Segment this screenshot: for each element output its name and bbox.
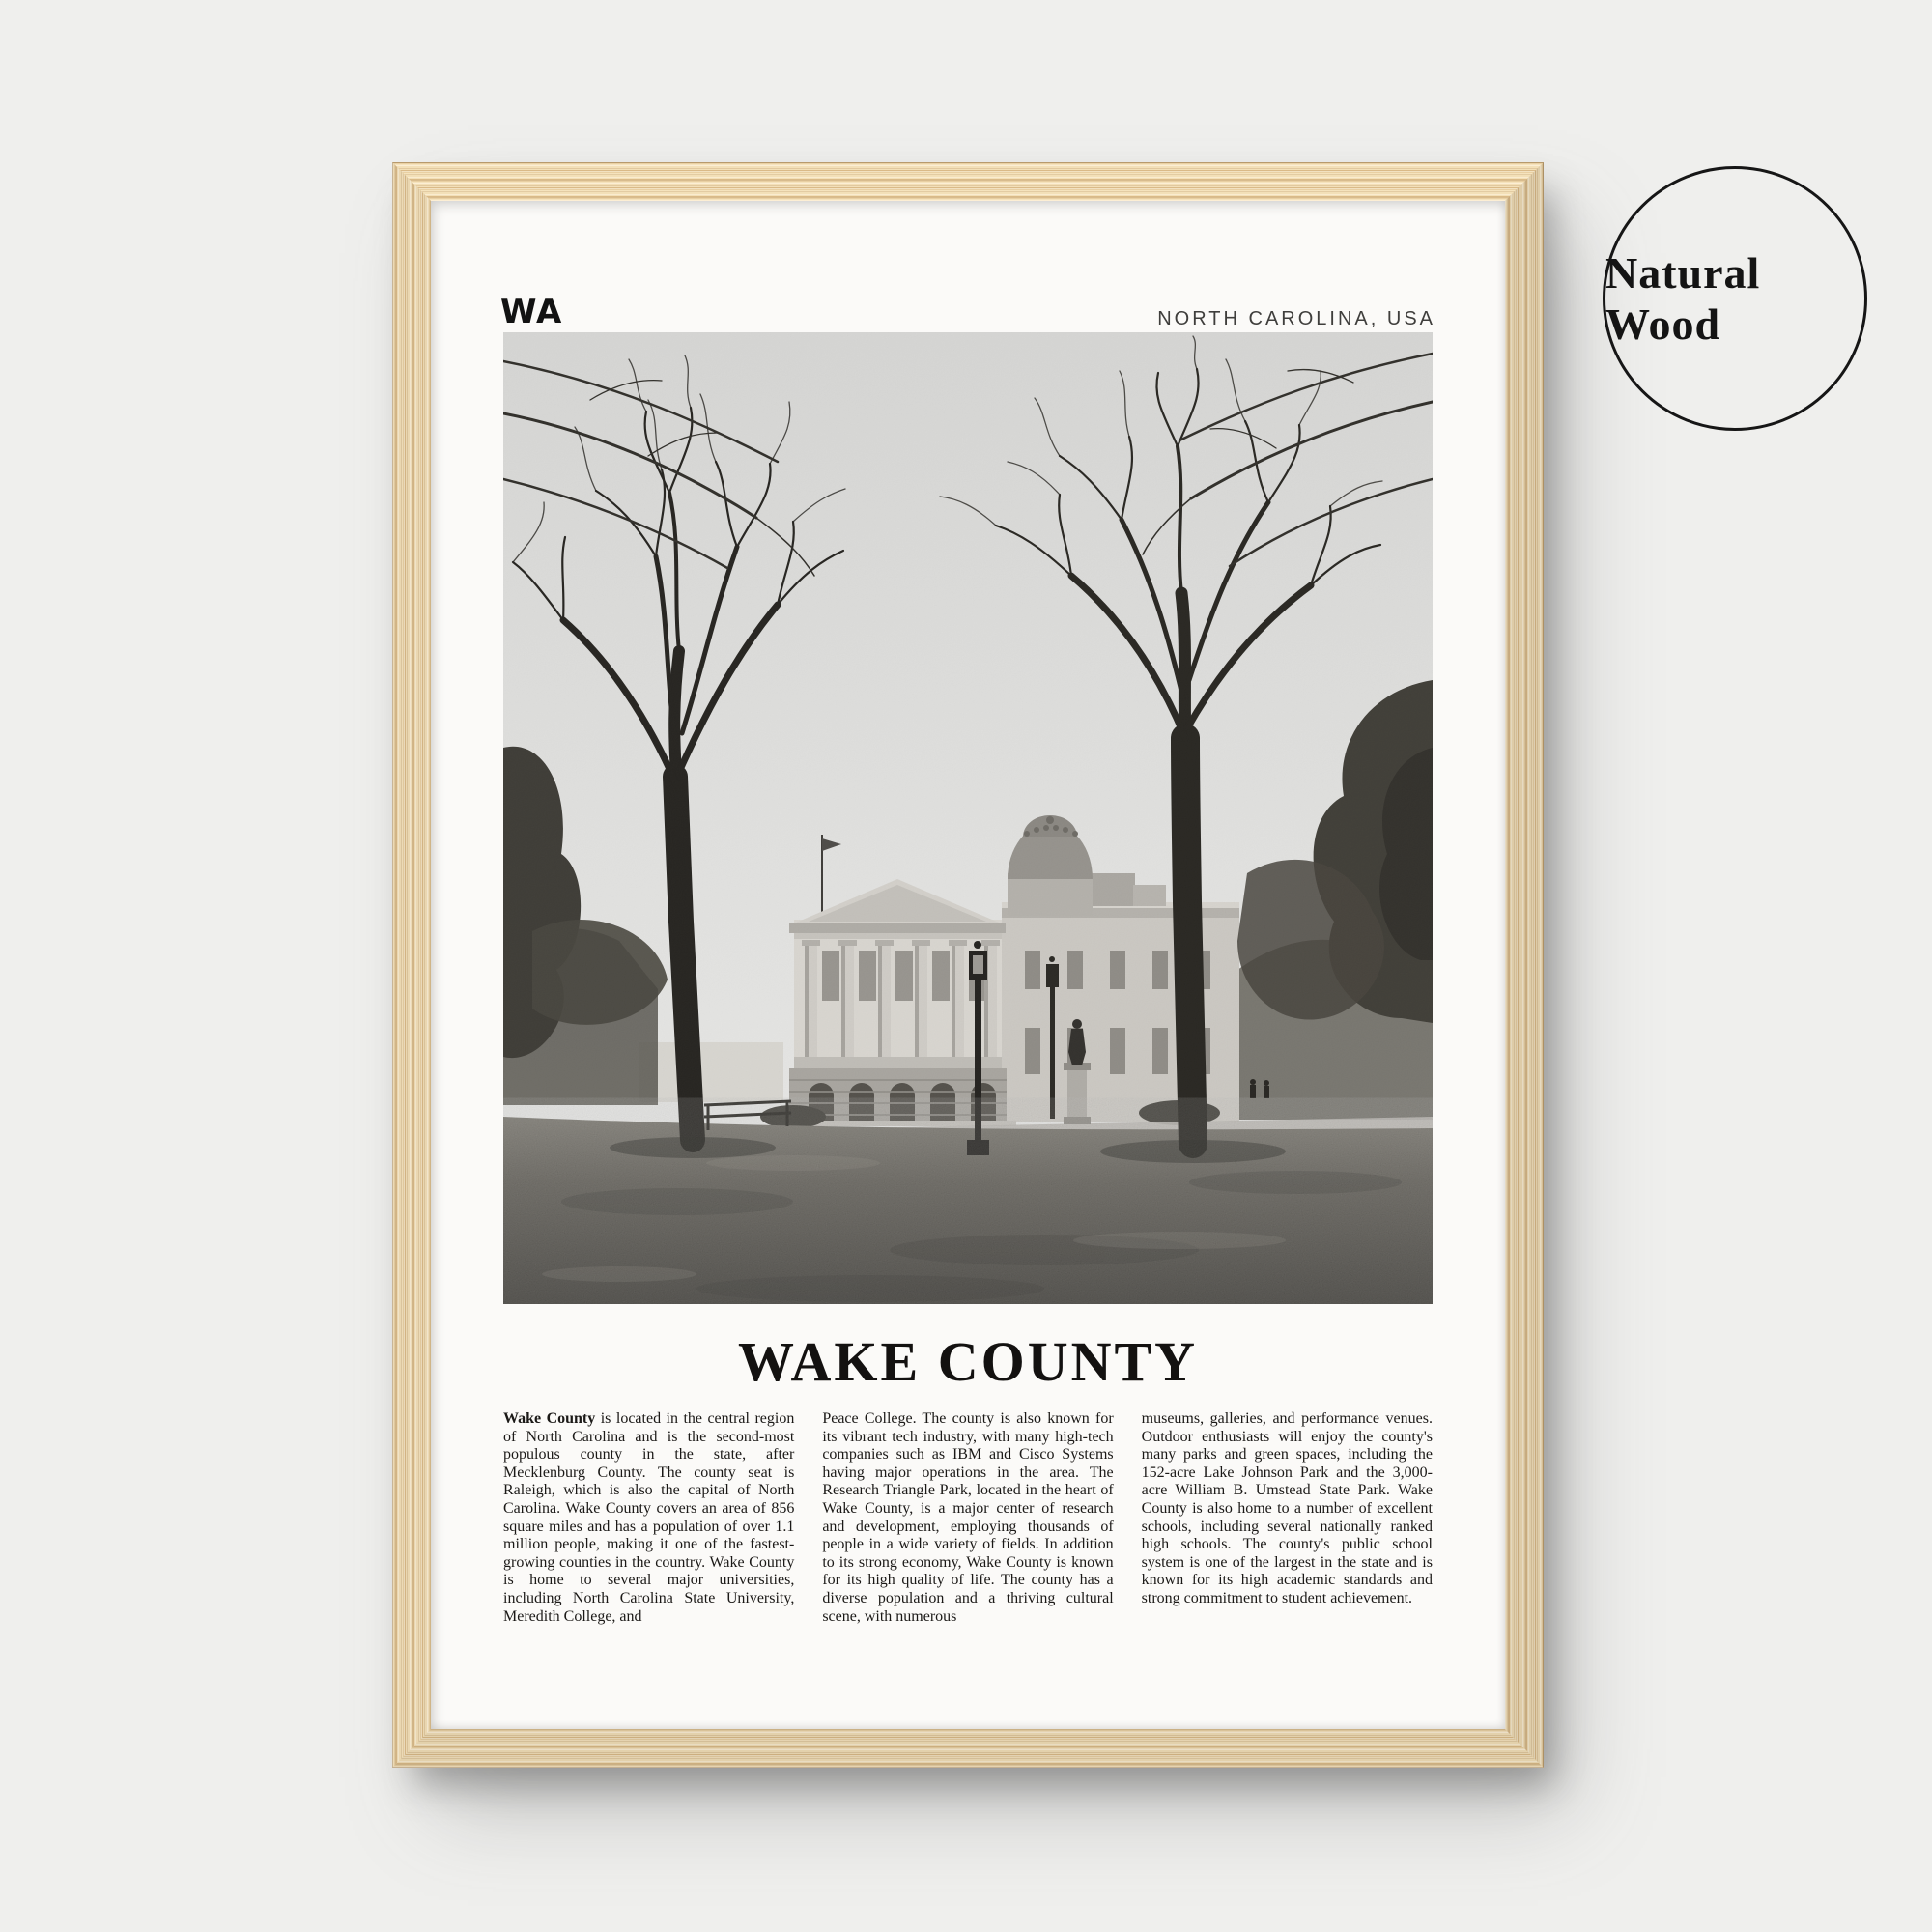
frame-rail-left [392, 162, 431, 1768]
poster-title: WAKE COUNTY [737, 1330, 1199, 1393]
article-lead: Wake County [503, 1410, 596, 1427]
picture-frame [392, 162, 1544, 1768]
frame-rail-top [392, 162, 1544, 201]
article-columns [503, 1410, 1433, 1626]
poster-header [500, 290, 1435, 331]
badge-label: Natural Wood [1605, 248, 1761, 349]
natural-wood-badge [1603, 166, 1867, 431]
article-column-1 [503, 1410, 794, 1626]
article-column-2: Peace College. The county is also known for its vibrant tech industry, with many high-tech companies such as IBM and Cisco Systems having major operations in the area. The Research Triangle Park, located in the heart of Wake County, is a major center of research and development, employing thousands of people in a wide variety of fields. In addition to its strong economy, Wake County is known for its high quality of life. The county has a diverse population and a thriving cultural scene, with numerous [822, 1410, 1114, 1625]
nc-state-capitol-bw-photo [503, 332, 1433, 1304]
location-label: NORTH CAROLINA, USA [1157, 308, 1435, 329]
poster [431, 201, 1505, 1729]
article-column-1-text: is located in the central region of North Carolina and is the second-most populous county in the state, after Mecklenburg County. The county seat is Raleigh, which is also the capital of North Carolina. Wake County covers an area of 856 square miles and has a population of over 1.1 million people, making it one of the fastest-growing counties in the country. Wake County is home to several major universities, including North Carolina State University, Meredith College, and [503, 1410, 795, 1625]
frame-rail-right [1505, 162, 1544, 1768]
frame-rail-bottom [392, 1729, 1544, 1768]
state-code-label: WA [500, 293, 563, 331]
article-column-3: museums, galleries, and performance venues. Outdoor enthusiasts will enjoy the county's many parks and green spaces, including the 152-acre Lake Johnson Park and the 3,000-acre William B. Umstead State Park. Wake County is also home to a number of excellent schools, including several nationally ranked high schools. The county's public school system is one of the largest in the state and is known for its high academic standards and strong commitment to student achievement. [1141, 1410, 1433, 1606]
